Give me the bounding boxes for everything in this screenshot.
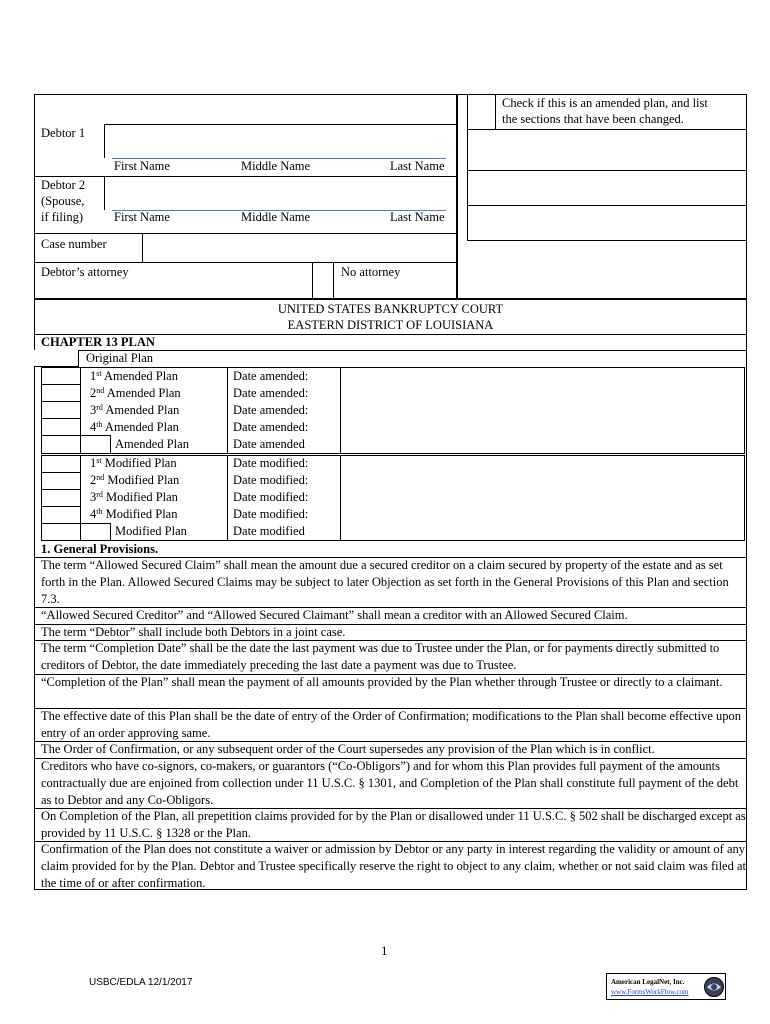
amended-plan-3-date-label: Date amended: (233, 403, 309, 417)
provision-completion-of-plan: “Completion of the Plan” shall mean the payment of all amounts provided by the Plan whether through Trustee or directly to a claimant. (41, 675, 723, 689)
amended-plan-2-text: Amended Plan (106, 386, 181, 400)
amended-plan-1-checkbox[interactable] (42, 368, 79, 384)
publisher-name: American LegalNet, Inc. (611, 978, 685, 986)
debtor1-name-field[interactable] (104, 124, 456, 158)
modified-plan-n-label: Modified Plan (115, 524, 187, 538)
debtor2-first-name-caption: First Name (114, 210, 170, 224)
form-id: USBC/EDLA 12/1/2017 (89, 977, 193, 988)
amended-plan-4-text: Amended Plan (104, 420, 179, 434)
debtor2-last-name-caption: Last Name (390, 210, 445, 224)
modified-plan-3-date-label: Date modified: (233, 490, 309, 504)
modified-plan-1-date-field[interactable] (341, 456, 744, 472)
amended-plan-2-date-label: Date amended: (233, 386, 309, 400)
provision-confirmation-no-waiver: Confirmation of the Plan does not constitute a waiver or admission by Debtor or any party in interest regarding the validity or amount of any claim provided for by the Plan. Debtor and Trustee specifically reserve the right to object to any claim, whether or not said claim was filed at the time of or after confirmation. (41, 842, 747, 890)
modified-plan-4-checkbox[interactable] (42, 507, 79, 523)
provision-allowed-secured-creditor: “Allowed Secured Creditor” and “Allowed Secured Claimant” shall mean a creditor with an Allowed Secured Claim. (41, 608, 628, 622)
debtors-attorney-label: Debtor’s attorney (41, 265, 129, 279)
divider (110, 435, 111, 454)
amended-plan-check-label-line2: the sections that have been changed. (502, 112, 684, 126)
amended-plan-checkbox[interactable] (467, 94, 496, 130)
debtor2-middle-name-caption: Middle Name (241, 210, 311, 224)
amended-plan-n-number-field[interactable] (81, 436, 110, 453)
amended-plan-4-label (90, 420, 179, 435)
amended-plan-n-checkbox[interactable] (42, 436, 79, 453)
plan-title: CHAPTER 13 PLAN (41, 335, 155, 349)
provision-effective-date: The effective date of this Plan shall be the date of entry of the Order of Confirmation; modifications to the Plan shall become effective upon entry of an order approving same. (41, 709, 742, 740)
amended-plan-1-label (90, 369, 178, 384)
modified-plan-3-ordinal-suffix: rd (96, 490, 103, 499)
amended-plan-3-ordinal-suffix: rd (96, 403, 103, 412)
modified-plan-1-ordinal-suffix: st (96, 456, 102, 465)
modified-plan-n-date-label: Date modified (233, 524, 305, 538)
case-number-field[interactable] (142, 233, 456, 262)
amended-plan-1-text: Amended Plan (104, 369, 178, 383)
amended-plan-2-date-field[interactable] (341, 385, 744, 401)
original-plan-label: Original Plan (86, 351, 154, 365)
debtor1-middle-name-caption: Middle Name (241, 159, 311, 173)
modified-plan-1-label (90, 456, 177, 471)
debtors-attorney-field[interactable] (142, 263, 312, 299)
amended-plan-2-checkbox[interactable] (42, 385, 79, 401)
modified-plan-4-ordinal-suffix: th (96, 507, 103, 516)
modified-plan-1-ordinal: 1 (90, 456, 97, 470)
amended-plan-2-ordinal-suffix: nd (96, 386, 105, 395)
modified-plan-2-date-field[interactable] (341, 473, 744, 489)
amended-plan-3-checkbox[interactable] (42, 402, 79, 418)
amended-plan-3-date-field[interactable] (341, 402, 744, 418)
modified-plan-n-number-field[interactable] (81, 524, 110, 540)
case-number-label: Case number (41, 237, 107, 251)
debtor2-label: Debtor 2 (41, 178, 86, 192)
modified-plan-2-ordinal-suffix: nd (96, 473, 105, 482)
amended-sections-field-2[interactable] (467, 171, 747, 206)
modified-plan-1-checkbox[interactable] (42, 456, 79, 472)
amended-plan-3-label (90, 403, 179, 418)
original-plan-checkbox[interactable] (34, 350, 79, 367)
amended-plan-4-checkbox[interactable] (42, 419, 79, 435)
amended-plan-4-ordinal: 4 (90, 420, 97, 434)
debtor2-name-field[interactable] (104, 177, 456, 210)
amended-plan-2-ordinal: 2 (90, 386, 97, 400)
modified-plan-n-checkbox[interactable] (42, 524, 79, 540)
modified-plan-3-text: Modified Plan (106, 490, 178, 504)
provision-discharge: On Completion of the Plan, all prepetition claims provided for by the Plan or disallowed under 11 U.S.C. § 502 shall be discharged except as provided by 11 U.S.C. § 1328 or the Plan. (41, 809, 746, 840)
modified-plan-3-checkbox[interactable] (42, 490, 79, 506)
modified-plan-4-label (90, 507, 177, 522)
divider (227, 367, 228, 454)
modified-plan-4-ordinal: 4 (90, 507, 97, 521)
modified-plan-n-date-field[interactable] (341, 524, 744, 540)
debtor2-label-spouse: (Spouse, (41, 194, 85, 208)
modified-plan-3-ordinal: 3 (90, 490, 97, 504)
amended-plan-1-ordinal-suffix: st (96, 369, 102, 378)
provision-debtor-term: The term “Debtor” shall include both Debtors in a joint case. (41, 625, 346, 639)
provision-order-of-confirmation: The Order of Confirmation, or any subsequent order of the Court supersedes any provision of the Plan which is in conflict. (41, 742, 655, 756)
amended-plan-check-label-line1: Check if this is an amended plan, and list (502, 96, 708, 110)
divider (227, 455, 228, 541)
modified-plan-2-text: Modified Plan (107, 473, 180, 487)
modified-plan-3-date-field[interactable] (341, 490, 744, 506)
amended-plan-1-date-label: Date amended: (233, 369, 309, 383)
page-number: 1 (381, 943, 388, 958)
court-district: EASTERN DISTRICT OF LOUISIANA (287, 318, 494, 332)
modified-plan-4-text: Modified Plan (105, 507, 178, 521)
no-attorney-checkbox[interactable] (312, 262, 334, 299)
no-attorney-label: No attorney (341, 265, 401, 279)
modified-plan-2-label (90, 473, 179, 488)
amended-plan-4-date-field[interactable] (341, 419, 744, 435)
amended-plan-3-ordinal: 3 (90, 403, 97, 417)
amended-plan-2-label (90, 386, 181, 401)
modified-plan-3-label (90, 490, 178, 505)
debtor1-label: Debtor 1 (41, 126, 86, 140)
debtor1-last-name-caption: Last Name (390, 159, 445, 173)
amended-plan-4-date-label: Date amended: (233, 420, 309, 434)
general-provisions-heading: 1. General Provisions. (41, 542, 159, 556)
divider (110, 523, 111, 541)
debtor1-first-name-caption: First Name (114, 159, 170, 173)
amended-plan-4-ordinal-suffix: th (96, 420, 103, 429)
modified-plan-1-date-label: Date modified: (233, 456, 309, 470)
amended-plan-n-date-label: Date amended (233, 437, 305, 451)
modified-plan-2-ordinal: 2 (90, 473, 97, 487)
debtor2-label-if-filing: if filing) (41, 210, 84, 224)
modified-plan-4-date-label: Date modified: (233, 507, 309, 521)
provision-completion-date: The term “Completion Date” shall be the date the last payment was due to Trustee under the Plan, or for payments directly submitted to creditors of Debtor, the date immediately preceding the last date a payment was due to Trustee. (41, 641, 720, 672)
amended-sections-field-3[interactable] (467, 206, 747, 241)
provision-co-obligors: Creditors who have co-signors, co-makers, or guarantors (“Co-Obligors”) and for whom this Plan provides full payment of the amounts contractually due are enjoined from collection under 11 U.S.C. § 1301, and Completion of the Plan shall constitute full payment of the debt as to Debtor and any Co-Obligors. (41, 759, 739, 807)
amended-plan-n-label: Amended Plan (115, 437, 189, 451)
publisher-link[interactable]: www.FormsWorkFlow.com (611, 988, 689, 996)
modified-plan-2-checkbox[interactable] (42, 473, 79, 489)
amended-plan-1-ordinal: 1 (90, 369, 97, 383)
amended-plan-n-date-field[interactable] (341, 436, 744, 453)
publisher-logo (606, 973, 726, 1000)
amended-sections-field-1[interactable] (467, 129, 747, 171)
modified-plan-4-date-field[interactable] (341, 507, 744, 523)
provision-allowed-secured-claim: The term “Allowed Secured Claim” shall mean the amount due a secured creditor on a claim secured by property of the estate and as set forth in the Plan. Allowed Secured Claims may be subject to later Objection as set forth in the General Provisions of this Plan and section 7.3. (41, 558, 729, 606)
globe-icon (703, 976, 725, 998)
amended-plan-1-date-field[interactable] (341, 368, 744, 384)
modified-plan-2-date-label: Date modified: (233, 473, 309, 487)
amended-plan-3-text: Amended Plan (105, 403, 180, 417)
modified-plan-1-text: Modified Plan (104, 456, 177, 470)
court-name: UNITED STATES BANKRUPTCY COURT (277, 302, 504, 316)
